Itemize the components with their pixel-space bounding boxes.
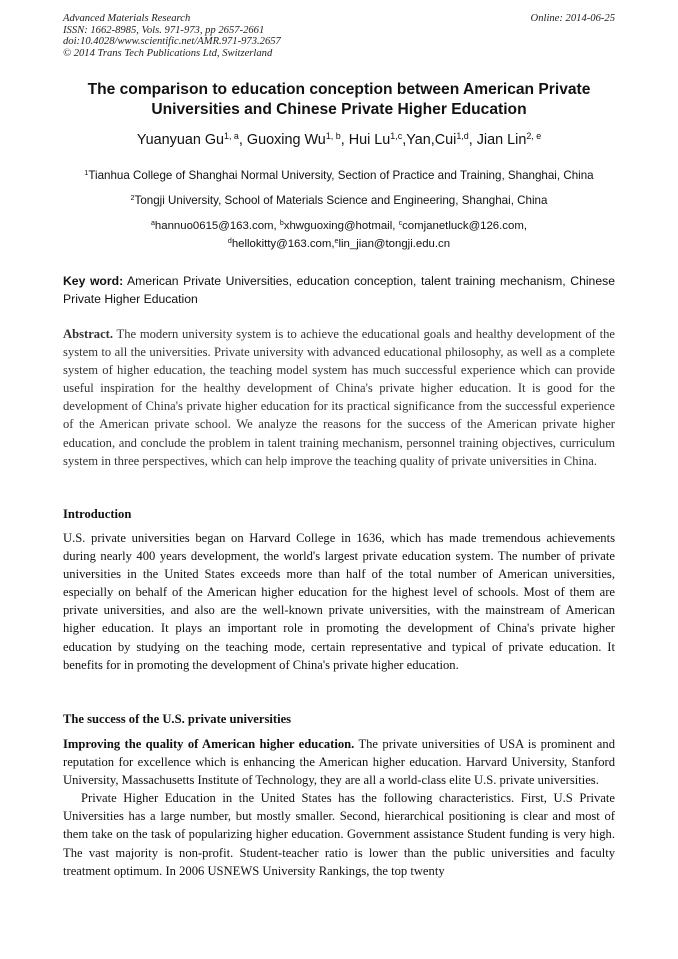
title-line-2: Universities and Chinese Private Higher Education — [151, 101, 527, 118]
affiliation-1: $^1$Tianhua College of Shanghai Normal University, Section of Practice and Training, Shanghai, China — [84, 168, 594, 182]
author: Yan,Cui$^{1,d}$, — [406, 131, 477, 148]
success-body — [63, 735, 615, 880]
keywords-text: American Private Universities, education conception, talent training mechanism, Chinese Private Higher Education — [63, 274, 615, 306]
success-heading: The success of the U.S. private universities — [63, 712, 292, 726]
online-date: Online: 2014-06-25 — [530, 13, 615, 24]
author-emails — [40, 217, 638, 253]
abstract — [63, 325, 615, 470]
journal-header — [63, 13, 615, 59]
doi-line: doi:10.4028/www.scientific.net/AMR.971-973.2657 — [63, 36, 281, 48]
affiliation-2: $^2$Tongji University, School of Materials Science and Engineering, Shanghai, China — [130, 193, 548, 207]
author: Guoxing Wu$^{1, b}$, — [246, 131, 349, 148]
success-paragraph-2: Private Higher Education in the United States has the following characteristics. First, U.S Private Universities has a large number, but mostly smaller. Second, hierarchical positioning is clear and most of them take on the task of popularizing higher education. Government assistance Student funding is very high. The vast majority is non-profit. Student-teacher ratio is lower than the public universities and faculty treatment optimum. In 2006 USNEWS University Rankings, the top twenty — [63, 791, 615, 878]
success-bold-lead: Improving the quality of American higher education. — [63, 737, 355, 751]
paper-title — [40, 80, 638, 120]
email-line-1: $^a$hannuo0615@163.com, $^b$xhwguoxing@hotmail, $^c$comjanetluck@126.com, — [151, 220, 527, 232]
email-line-2: $^d$hellokitty@163.com,$^e$lin_jian@tongji.edu.cn — [227, 238, 451, 250]
keywords — [63, 272, 615, 308]
title-line-1: The comparison to education conception between American Private — [87, 81, 591, 98]
introduction-heading: Introduction — [63, 507, 132, 521]
author: Yuanyuan Gu$^{1, a}$, — [136, 131, 247, 148]
abstract-label: Abstract. — [63, 327, 114, 341]
author: Hui Lu$^{1,c}$, — [348, 131, 407, 148]
journal-name: Advanced Materials Research — [63, 13, 191, 24]
issn-line: ISSN: 1662-8985, Vols. 971-973, pp 2657-2661 — [63, 24, 265, 36]
keywords-label: Key word: — [63, 274, 124, 288]
introduction-text: U.S. private universities began on Harvard College in 1636, which has made tremendous achievements during nearly 400 years development, the world's largest private education system. The number of private universities in the United States exceeds more than half of the total number of American universities, especially on behalf of the American higher education for the highest level of schools. Most of them are private universities, and also are the well-known private universities, with the mainstream of American higher education. It plays an important role in promoting the development of China's private higher education by studying on the teaching mode, certain representative and typical of private education. It benefits for in promoting the development of China's private higher education. — [63, 531, 615, 672]
abstract-text: The modern university system is to achieve the educational goals and healthy development of the system to all the universities. Private university with advanced educational philosophy, as well as a complete system of higher education, the teaching model system has much successful experience which can provide useful inspiration for the healthy development of China's private higher education. It is good for the development of China's private higher education for its practical significance from the successful experience of the American private school. We analyze the reasons for the success of the American private higher education, and conclude the problem in talent training mechanism, personnel training objectives, curriculum system in three perspectives, which can help improve the teaching quality of private universities in China. — [63, 327, 615, 468]
success-paragraph-1: Improving the quality of American higher education. The private universities of USA is prominent and reputation for excellence which is enhancing the American higher education. Harvard University, Stanford University, Massachusetts Institute of Technology, they are all a world-class elite U.S. private universities. — [63, 737, 615, 788]
copyright-line: © 2014 Trans Tech Publications Ltd, Switzerland — [63, 47, 273, 59]
author-list — [40, 132, 638, 148]
author: Jian Lin$^{2, e}$ — [476, 131, 542, 148]
